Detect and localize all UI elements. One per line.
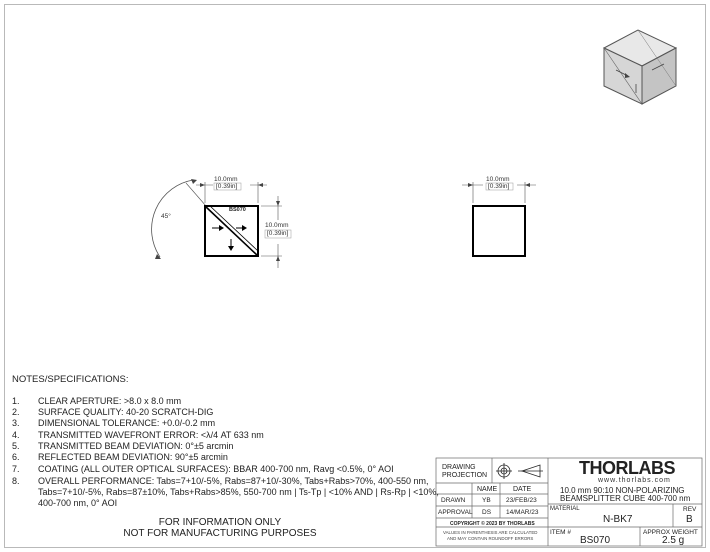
weight-value: 2.5 g (662, 535, 685, 546)
front-width-inch: [0.39in] (216, 183, 238, 190)
approval-label: APPROVAL (438, 509, 473, 516)
rev-value: B (686, 514, 693, 525)
part-engraving: BS070 (229, 207, 246, 213)
angle-label: 45° (161, 213, 171, 220)
front-height-dimension: 10.0mm (265, 222, 289, 229)
values-note-1: VALUES IN PARENTHESIS ARE CALCULATED (443, 530, 538, 535)
disclaimer (100, 517, 340, 539)
material-label: MATERIAL (550, 506, 580, 512)
drawn-date: 23/FEB/23 (506, 497, 537, 504)
description-line-1: 10.0 mm 90:10 NON-POLARIZING (560, 486, 685, 495)
disclaimer-line-1: FOR INFORMATION ONLY (158, 517, 282, 528)
side-width-dimension: 10.0mm (486, 176, 510, 183)
drawn-name: YB (482, 497, 491, 504)
front-width-dimension: 10.0mm (214, 176, 238, 183)
projection-label-1: DRAWING (442, 464, 476, 471)
name-header: NAME (477, 486, 498, 493)
side-width-inch: [0.39in] (488, 183, 510, 190)
rev-label: REV (683, 506, 697, 513)
notes-heading: NOTES/SPECIFICATIONS: (12, 374, 129, 385)
date-header: DATE (513, 486, 532, 493)
side-cube-outline (473, 206, 525, 256)
thorlabs-logo: THORLABS (579, 458, 675, 478)
disclaimer-line-2: NOT FOR MANUFACTURING PURPOSES (123, 528, 317, 539)
projection-symbol-icon (496, 463, 543, 479)
description-line-2: BEAMSPLITTER CUBE 400-700 nm (560, 494, 691, 503)
weight-label: APPROX WEIGHT (643, 529, 698, 536)
website: www.thorlabs.com (598, 477, 671, 484)
copyright: COPYRIGHT © 2023 BY THORLABS (450, 521, 535, 527)
material-value: N-BK7 (603, 514, 633, 525)
approval-name: DS (482, 509, 492, 516)
values-note-2: AND MAY CONTAIN ROUNDOFF ERRORS (447, 536, 534, 541)
item-value: BS070 (580, 535, 611, 546)
item-label: ITEM # (550, 529, 571, 536)
projection-label-2: PROJECTION (442, 472, 488, 479)
angle-arc (152, 180, 193, 257)
approval-date: 14/MAR/23 (506, 509, 539, 516)
isometric-cube-view (604, 30, 676, 104)
drawn-label: DRAWN (441, 497, 466, 504)
front-height-inch: [0.39in] (267, 230, 289, 237)
